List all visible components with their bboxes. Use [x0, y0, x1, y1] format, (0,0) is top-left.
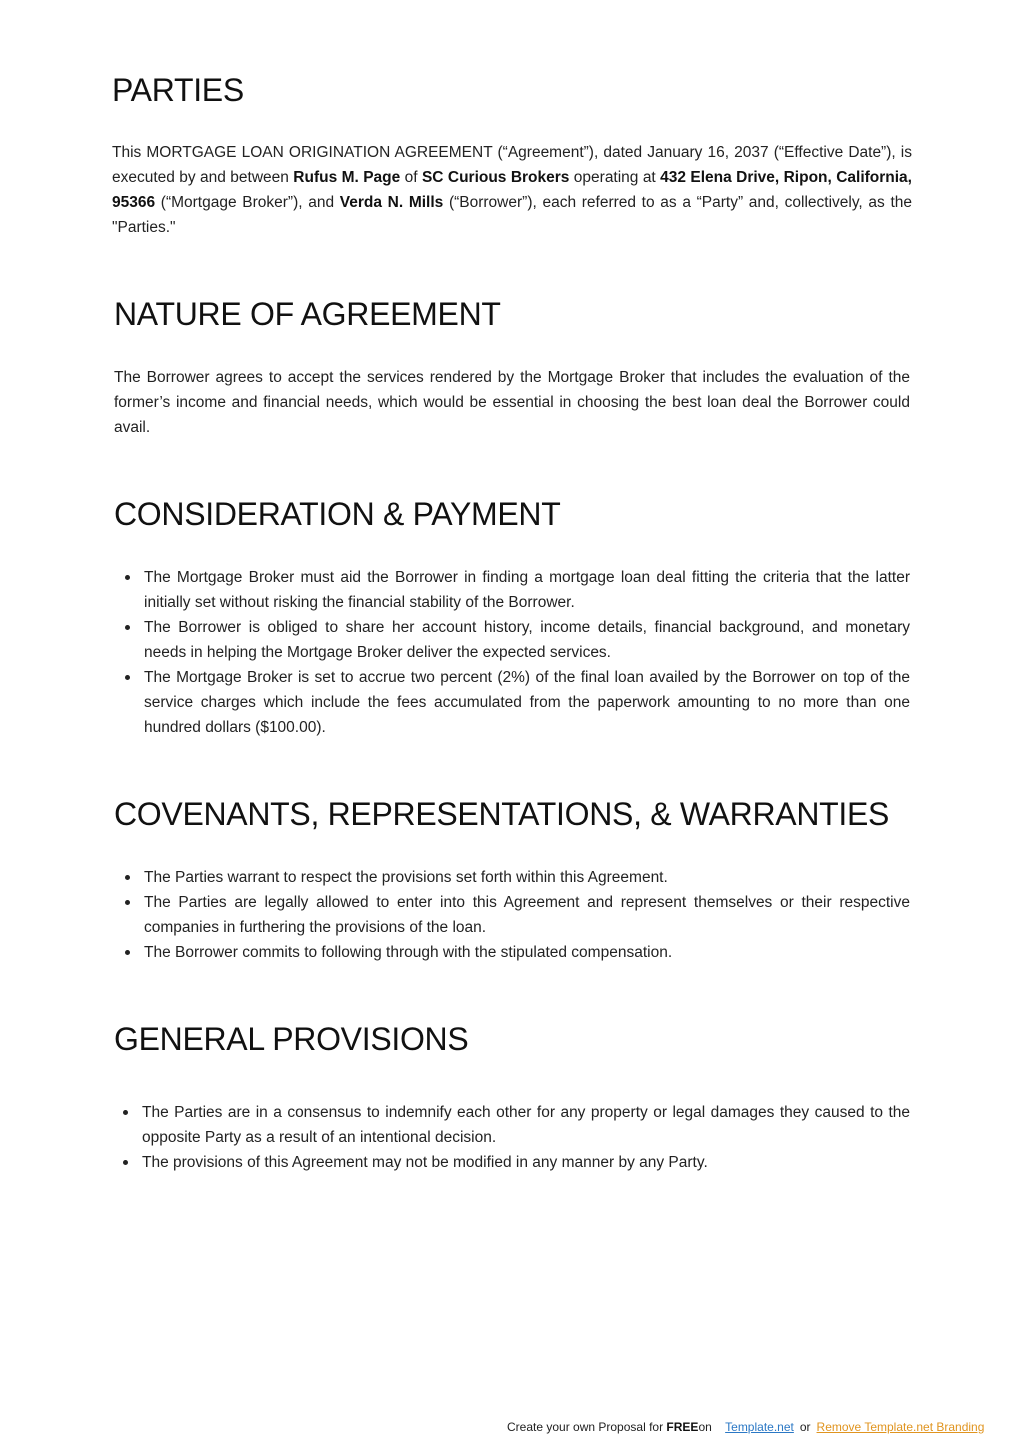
- broker-company: SC Curious Brokers: [421, 169, 570, 186]
- heading-nature-of-agreement: NATURE OF AGREEMENT: [114, 296, 501, 332]
- footer-branding: [507, 1418, 984, 1436]
- footer-on: on: [698, 1420, 712, 1434]
- covenants-list: [144, 865, 910, 965]
- parties-text-4: (“Mortgage Broker”), and: [155, 194, 340, 211]
- parties-text-2: of: [400, 169, 422, 186]
- list-item: The Mortgage Broker must aid the Borrower in finding a mortgage loan deal fitting the criteria that the latter initially set without risking the financial stability of the Borrower.: [144, 565, 910, 615]
- heading-general-provisions: GENERAL PROVISIONS: [114, 1021, 469, 1057]
- parties-paragraph: [112, 140, 912, 240]
- list-item: The provisions of this Agreement may not be modified in any manner by any Party.: [142, 1150, 910, 1175]
- footer-or: or: [799, 1420, 811, 1434]
- list-item: The Parties are in a consensus to indemnify each other for any property or legal damages they caused to the opposite Party as a result of an intentional decision.: [142, 1100, 910, 1150]
- parties-text-1: This MORTGAGE LOAN ORIGINATION AGREEMENT (“Agreement”), dated January 16, 2037 (“Effective Date”), is executed by and between: [112, 144, 912, 186]
- footer-free: FREE: [666, 1420, 699, 1434]
- parties-text-3: operating at: [569, 169, 661, 186]
- broker-address: 432 Elena Drive, Ripon, California, 95366: [112, 169, 912, 211]
- consideration-list: [144, 565, 910, 740]
- list-item: The Mortgage Broker is set to accrue two percent (2%) of the final loan availed by the Borrower on top of the service charges which include the fees accumulated from the paperwork amounting to no more than one hundred dollars ($100.00).: [144, 665, 910, 740]
- nature-paragraph: The Borrower agrees to accept the services rendered by the Mortgage Broker that includes the evaluation of the former’s income and financial needs, which would be essential in choosing the best loan deal the Borrower could avail.: [114, 369, 910, 436]
- heading-parties: PARTIES: [112, 72, 244, 108]
- parties-text-5: (“Borrower”), each referred to as a “Party” and, collectively, as the "Parties.": [112, 194, 912, 236]
- footer-prefix: Create your own Proposal for: [507, 1420, 667, 1434]
- remove-branding-link[interactable]: Remove Template.net Branding: [816, 1420, 985, 1434]
- template-net-link[interactable]: Template.net: [725, 1420, 794, 1434]
- list-item: The Parties are legally allowed to enter into this Agreement and represent themselves or their respective companies in furthering the provisions of the loan.: [144, 890, 910, 940]
- heading-consideration-payment: CONSIDERATION & PAYMENT: [114, 496, 561, 532]
- general-list: [142, 1100, 910, 1175]
- list-item: The Borrower commits to following through with the stipulated compensation.: [144, 940, 910, 965]
- heading-covenants: COVENANTS, REPRESENTATIONS, & WARRANTIES: [114, 796, 890, 832]
- list-item: The Parties warrant to respect the provisions set forth within this Agreement.: [144, 865, 910, 890]
- borrower-name: Verda N. Mills: [339, 194, 444, 211]
- broker-name: Rufus M. Page: [293, 169, 401, 186]
- list-item: The Borrower is obliged to share her account history, income details, financial background, and monetary needs in helping the Mortgage Broker deliver the expected services.: [144, 615, 910, 665]
